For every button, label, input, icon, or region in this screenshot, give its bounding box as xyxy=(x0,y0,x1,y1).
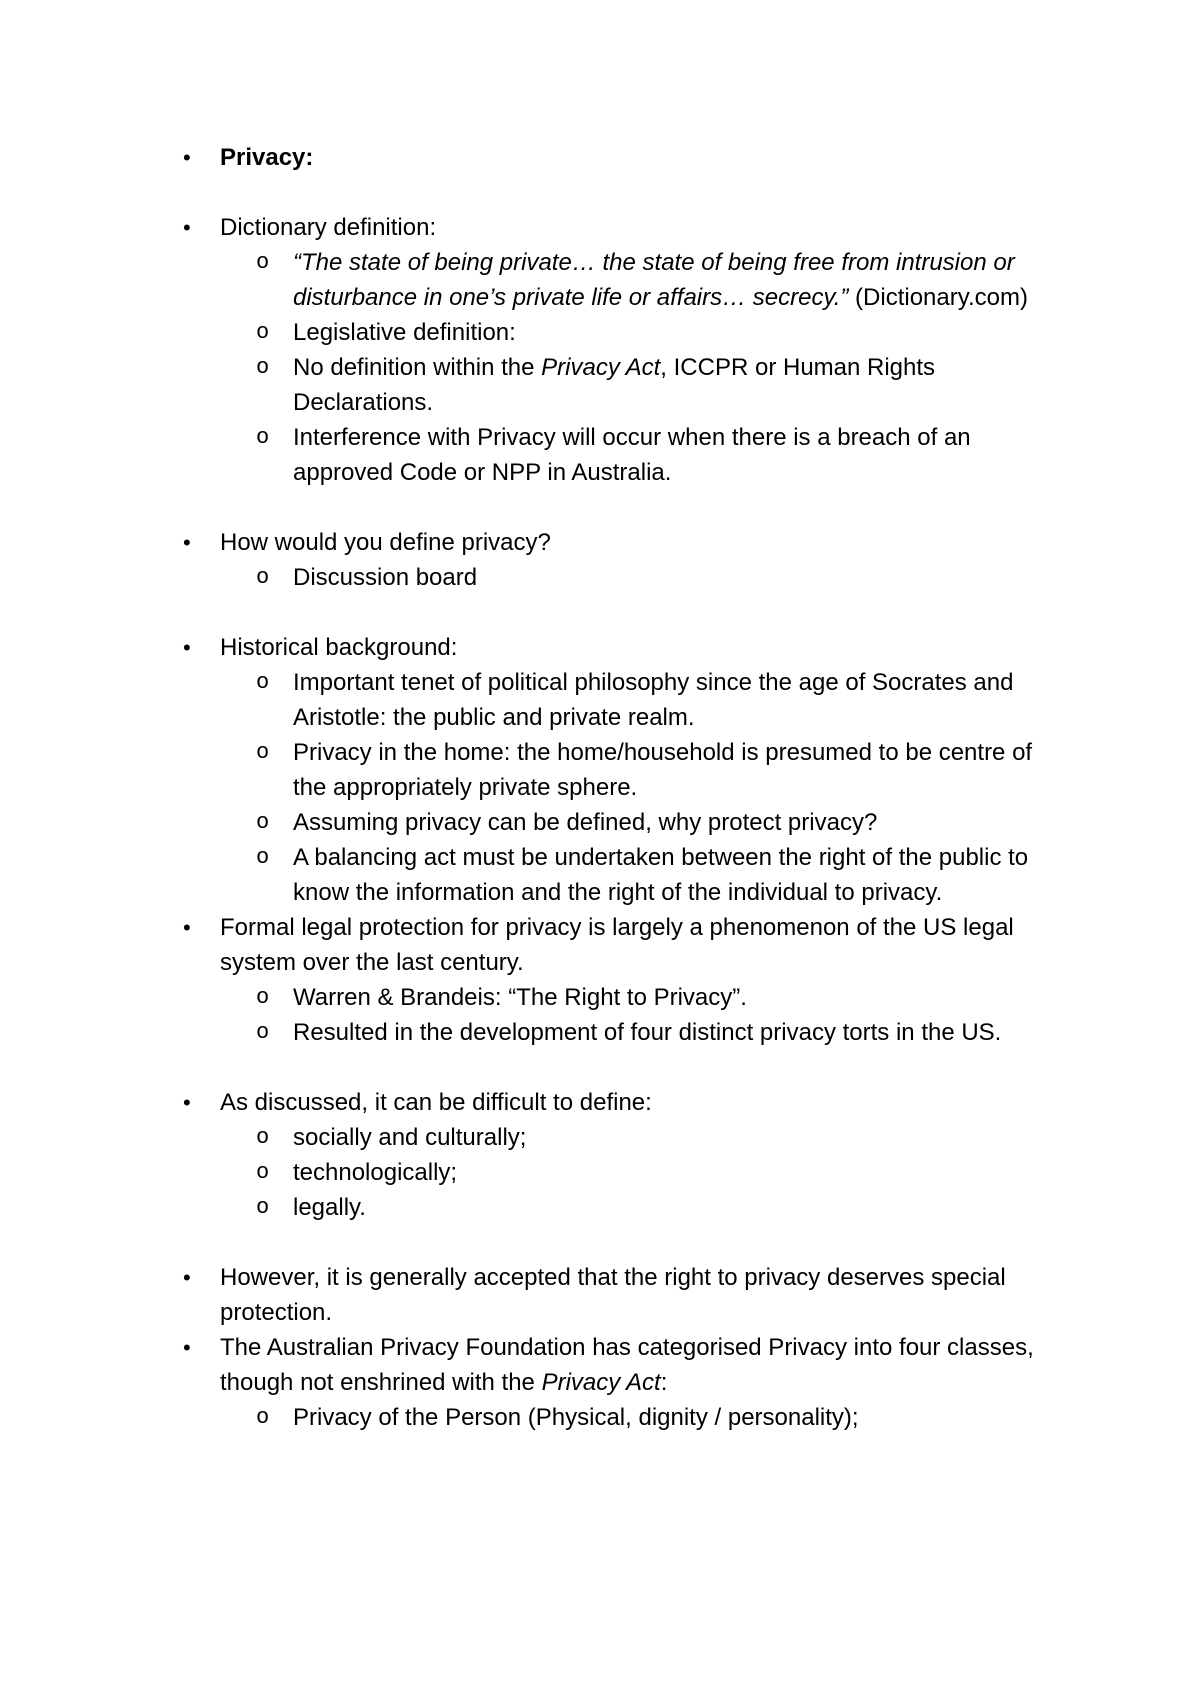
sub-list-item xyxy=(178,1400,1058,1435)
warren-brandeis-text: Warren & Brandeis: “The Right to Privacy”. xyxy=(293,984,747,1011)
no-definition-text: No definition within the xyxy=(293,354,542,381)
bullet: • xyxy=(183,915,191,940)
bullet: • xyxy=(183,145,191,170)
sub-bullet: o xyxy=(256,1125,270,1150)
how-define-text: How would you define privacy? xyxy=(220,529,551,556)
sub-bullet: o xyxy=(256,1160,270,1185)
sub-list-item xyxy=(178,1015,1058,1050)
privacy-heading: Privacy: xyxy=(220,144,314,171)
four-torts-text: Resulted in the development of four distinct privacy torts in the US. xyxy=(293,1019,1002,1046)
list-item xyxy=(178,910,1058,980)
list-item xyxy=(178,210,1058,245)
sub-bullet: o xyxy=(256,1405,270,1430)
discussion-board-text: Discussion board xyxy=(293,564,478,591)
socially-text: socially and culturally; xyxy=(293,1124,527,1151)
dictionary-quote: “The state of being private… the state of being free from intrusion or disturbance in one’s private life or affairs… secrecy.” xyxy=(293,249,1015,311)
list-item xyxy=(178,1085,1058,1120)
sub-list-item xyxy=(178,735,1058,805)
bullet: • xyxy=(183,1265,191,1290)
sub-list-item xyxy=(178,1155,1058,1190)
bullet: • xyxy=(183,1335,191,1360)
sub-bullet: o xyxy=(256,1195,270,1220)
list-item xyxy=(178,1330,1058,1400)
sub-bullet: o xyxy=(256,985,270,1010)
dictionary-definition: Dictionary definition: xyxy=(220,214,437,241)
privacy-person-text: Privacy of the Person (Physical, dignity / personality); xyxy=(293,1404,859,1431)
sub-list-item xyxy=(178,245,1058,315)
sub-bullet: o xyxy=(256,1020,270,1045)
sub-list-item xyxy=(178,980,1058,1015)
list-item xyxy=(178,140,1058,175)
balancing-act-text: A balancing act must be undertaken between the right of the public to know the information and the right of the individual to privacy. xyxy=(293,844,1029,906)
sub-bullet: o xyxy=(256,425,270,450)
apf-text-end: : xyxy=(660,1369,668,1396)
list-item xyxy=(178,630,1058,665)
privacy-home-text: Privacy in the home: the home/household is presumed to be centre of the appropriately private sphere. xyxy=(293,739,1033,801)
sub-list-item xyxy=(178,840,1058,910)
difficult-define-text: As discussed, it can be difficult to define: xyxy=(220,1089,652,1116)
sub-bullet: o xyxy=(256,565,270,590)
document-body xyxy=(178,140,1058,1435)
bullet: • xyxy=(183,530,191,555)
however-text: However, it is generally accepted that the right to privacy deserves special protection. xyxy=(220,1264,1006,1326)
sub-list-item xyxy=(178,665,1058,735)
bullet: • xyxy=(183,1090,191,1115)
sub-list-item xyxy=(178,1120,1058,1155)
bullet: • xyxy=(183,635,191,660)
legislative-definition: Legislative definition: xyxy=(293,319,516,346)
sub-bullet: o xyxy=(256,250,270,275)
sub-bullet: o xyxy=(256,810,270,835)
list-item xyxy=(178,1260,1058,1330)
sub-list-item xyxy=(178,805,1058,840)
sub-list-item xyxy=(178,315,1058,350)
interference-text: Interference with Privacy will occur when there is a breach of an approved Code or NPP in Australia. xyxy=(293,424,971,486)
assuming-privacy-text: Assuming privacy can be defined, why protect privacy? xyxy=(293,809,878,836)
sub-list-item xyxy=(178,1190,1058,1225)
formal-protection-text: Formal legal protection for privacy is largely a phenomenon of the US legal system over the last century. xyxy=(220,914,1014,976)
dictionary-source: (Dictionary.com) xyxy=(855,284,1028,311)
historical-background-text: Historical background: xyxy=(220,634,458,661)
sub-list-item xyxy=(178,350,1058,420)
privacy-act-title: Privacy Act xyxy=(541,354,661,381)
technologically-text: technologically; xyxy=(293,1159,458,1186)
important-tenet-text: Important tenet of political philosophy since the age of Socrates and Aristotle: the public and private realm. xyxy=(293,669,1014,731)
apf-text: The Australian Privacy Foundation has categorised Privacy into four classes, though not enshrined with the xyxy=(220,1334,1034,1396)
legally-text: legally. xyxy=(293,1194,366,1221)
sub-list-item xyxy=(178,420,1058,490)
no-definition-text-end: , ICCPR or Human Rights Declarations. xyxy=(293,354,936,416)
sub-bullet: o xyxy=(256,670,270,695)
sub-bullet: o xyxy=(256,740,270,765)
sub-bullet: o xyxy=(256,320,270,345)
sub-bullet: o xyxy=(256,845,270,870)
list-item xyxy=(178,525,1058,560)
privacy-act-title: Privacy Act xyxy=(541,1369,661,1396)
sub-bullet: o xyxy=(256,355,270,380)
bullet: • xyxy=(183,215,191,240)
sub-list-item xyxy=(178,560,1058,595)
